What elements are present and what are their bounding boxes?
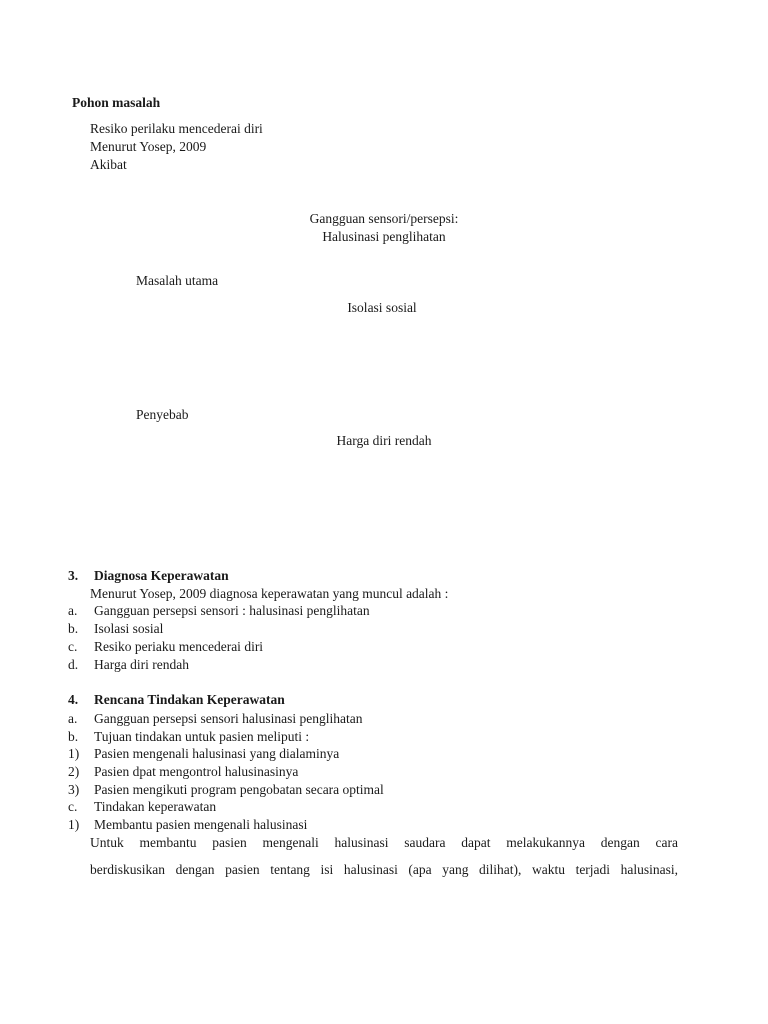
list-text: Tujuan tindakan untuk pasien meliputi : xyxy=(94,729,310,744)
section4-title: Rencana Tindakan Keperawatan xyxy=(94,692,285,707)
list-text: Gangguan persepsi sensori : halusinasi penglihatan xyxy=(94,603,370,618)
list-marker: 1) xyxy=(68,817,80,832)
list-item xyxy=(68,816,307,834)
list-item xyxy=(68,798,216,816)
list-text: Pasien dpat mengontrol halusinasinya xyxy=(94,764,299,779)
list-text: Pasien mengenali halusinasi yang dialaminya xyxy=(94,746,340,761)
list-marker: b. xyxy=(68,729,79,744)
list-item xyxy=(68,781,384,799)
section4-heading xyxy=(68,691,285,709)
section3-heading xyxy=(68,567,229,585)
list-text: Isolasi sosial xyxy=(94,621,164,636)
list-text: Membantu pasien mengenali halusinasi xyxy=(94,817,308,832)
tree-label-akibat: Akibat xyxy=(90,157,127,172)
list-item xyxy=(68,728,309,746)
tree-heading: Pohon masalah xyxy=(72,95,161,110)
section3-number: 3. xyxy=(68,568,79,583)
list-text: Pasien mengikuti program pengobatan secara optimal xyxy=(94,782,384,797)
list-item xyxy=(68,745,339,763)
list-marker: 2) xyxy=(68,764,80,779)
list-text: Tindakan keperawatan xyxy=(94,799,217,814)
tree-label-main: Masalah utama xyxy=(136,273,219,288)
list-marker: b. xyxy=(68,621,79,636)
list-marker: c. xyxy=(68,799,78,814)
tree-node-cause: Harga diri rendah xyxy=(336,433,432,448)
list-text: Harga diri rendah xyxy=(94,657,189,672)
paragraph-line: berdiskusikan dengan pasien tentang isi halusinasi (apa yang dilihat), waktu terjadi halusinasi, xyxy=(90,862,678,877)
tree-node-main: Isolasi sosial xyxy=(347,300,417,315)
list-item xyxy=(68,656,189,674)
list-marker: a. xyxy=(68,711,78,726)
tree-label-cause: Penyebab xyxy=(136,407,189,422)
list-marker: 1) xyxy=(68,746,80,761)
list-item xyxy=(68,620,163,638)
list-marker: c. xyxy=(68,639,78,654)
tree-intro-line: Resiko perilaku mencederai diri xyxy=(90,121,263,136)
list-marker: 3) xyxy=(68,782,80,797)
tree-node-akibat-line2: Halusinasi penglihatan xyxy=(322,229,446,244)
list-item xyxy=(68,763,298,781)
list-item xyxy=(68,710,362,728)
paragraph-line: Untuk membantu pasien mengenali halusinasi saudara dapat melakukannya dengan cara xyxy=(90,835,678,850)
section4-number: 4. xyxy=(68,692,79,707)
list-item xyxy=(68,638,263,656)
list-text: Gangguan persepsi sensori halusinasi penglihatan xyxy=(94,711,363,726)
section3-intro: Menurut Yosep, 2009 diagnosa keperawatan yang muncul adalah : xyxy=(90,586,449,601)
section3-title: Diagnosa Keperawatan xyxy=(94,568,229,583)
list-marker: a. xyxy=(68,603,78,618)
tree-node-akibat xyxy=(234,210,534,246)
list-item xyxy=(68,602,370,620)
list-text: Resiko periaku mencederai diri xyxy=(94,639,264,654)
list-marker: d. xyxy=(68,657,79,672)
tree-intro-line: Menurut Yosep, 2009 xyxy=(90,139,207,154)
tree-node-akibat-line1: Gangguan sensori/persepsi: xyxy=(309,211,459,226)
